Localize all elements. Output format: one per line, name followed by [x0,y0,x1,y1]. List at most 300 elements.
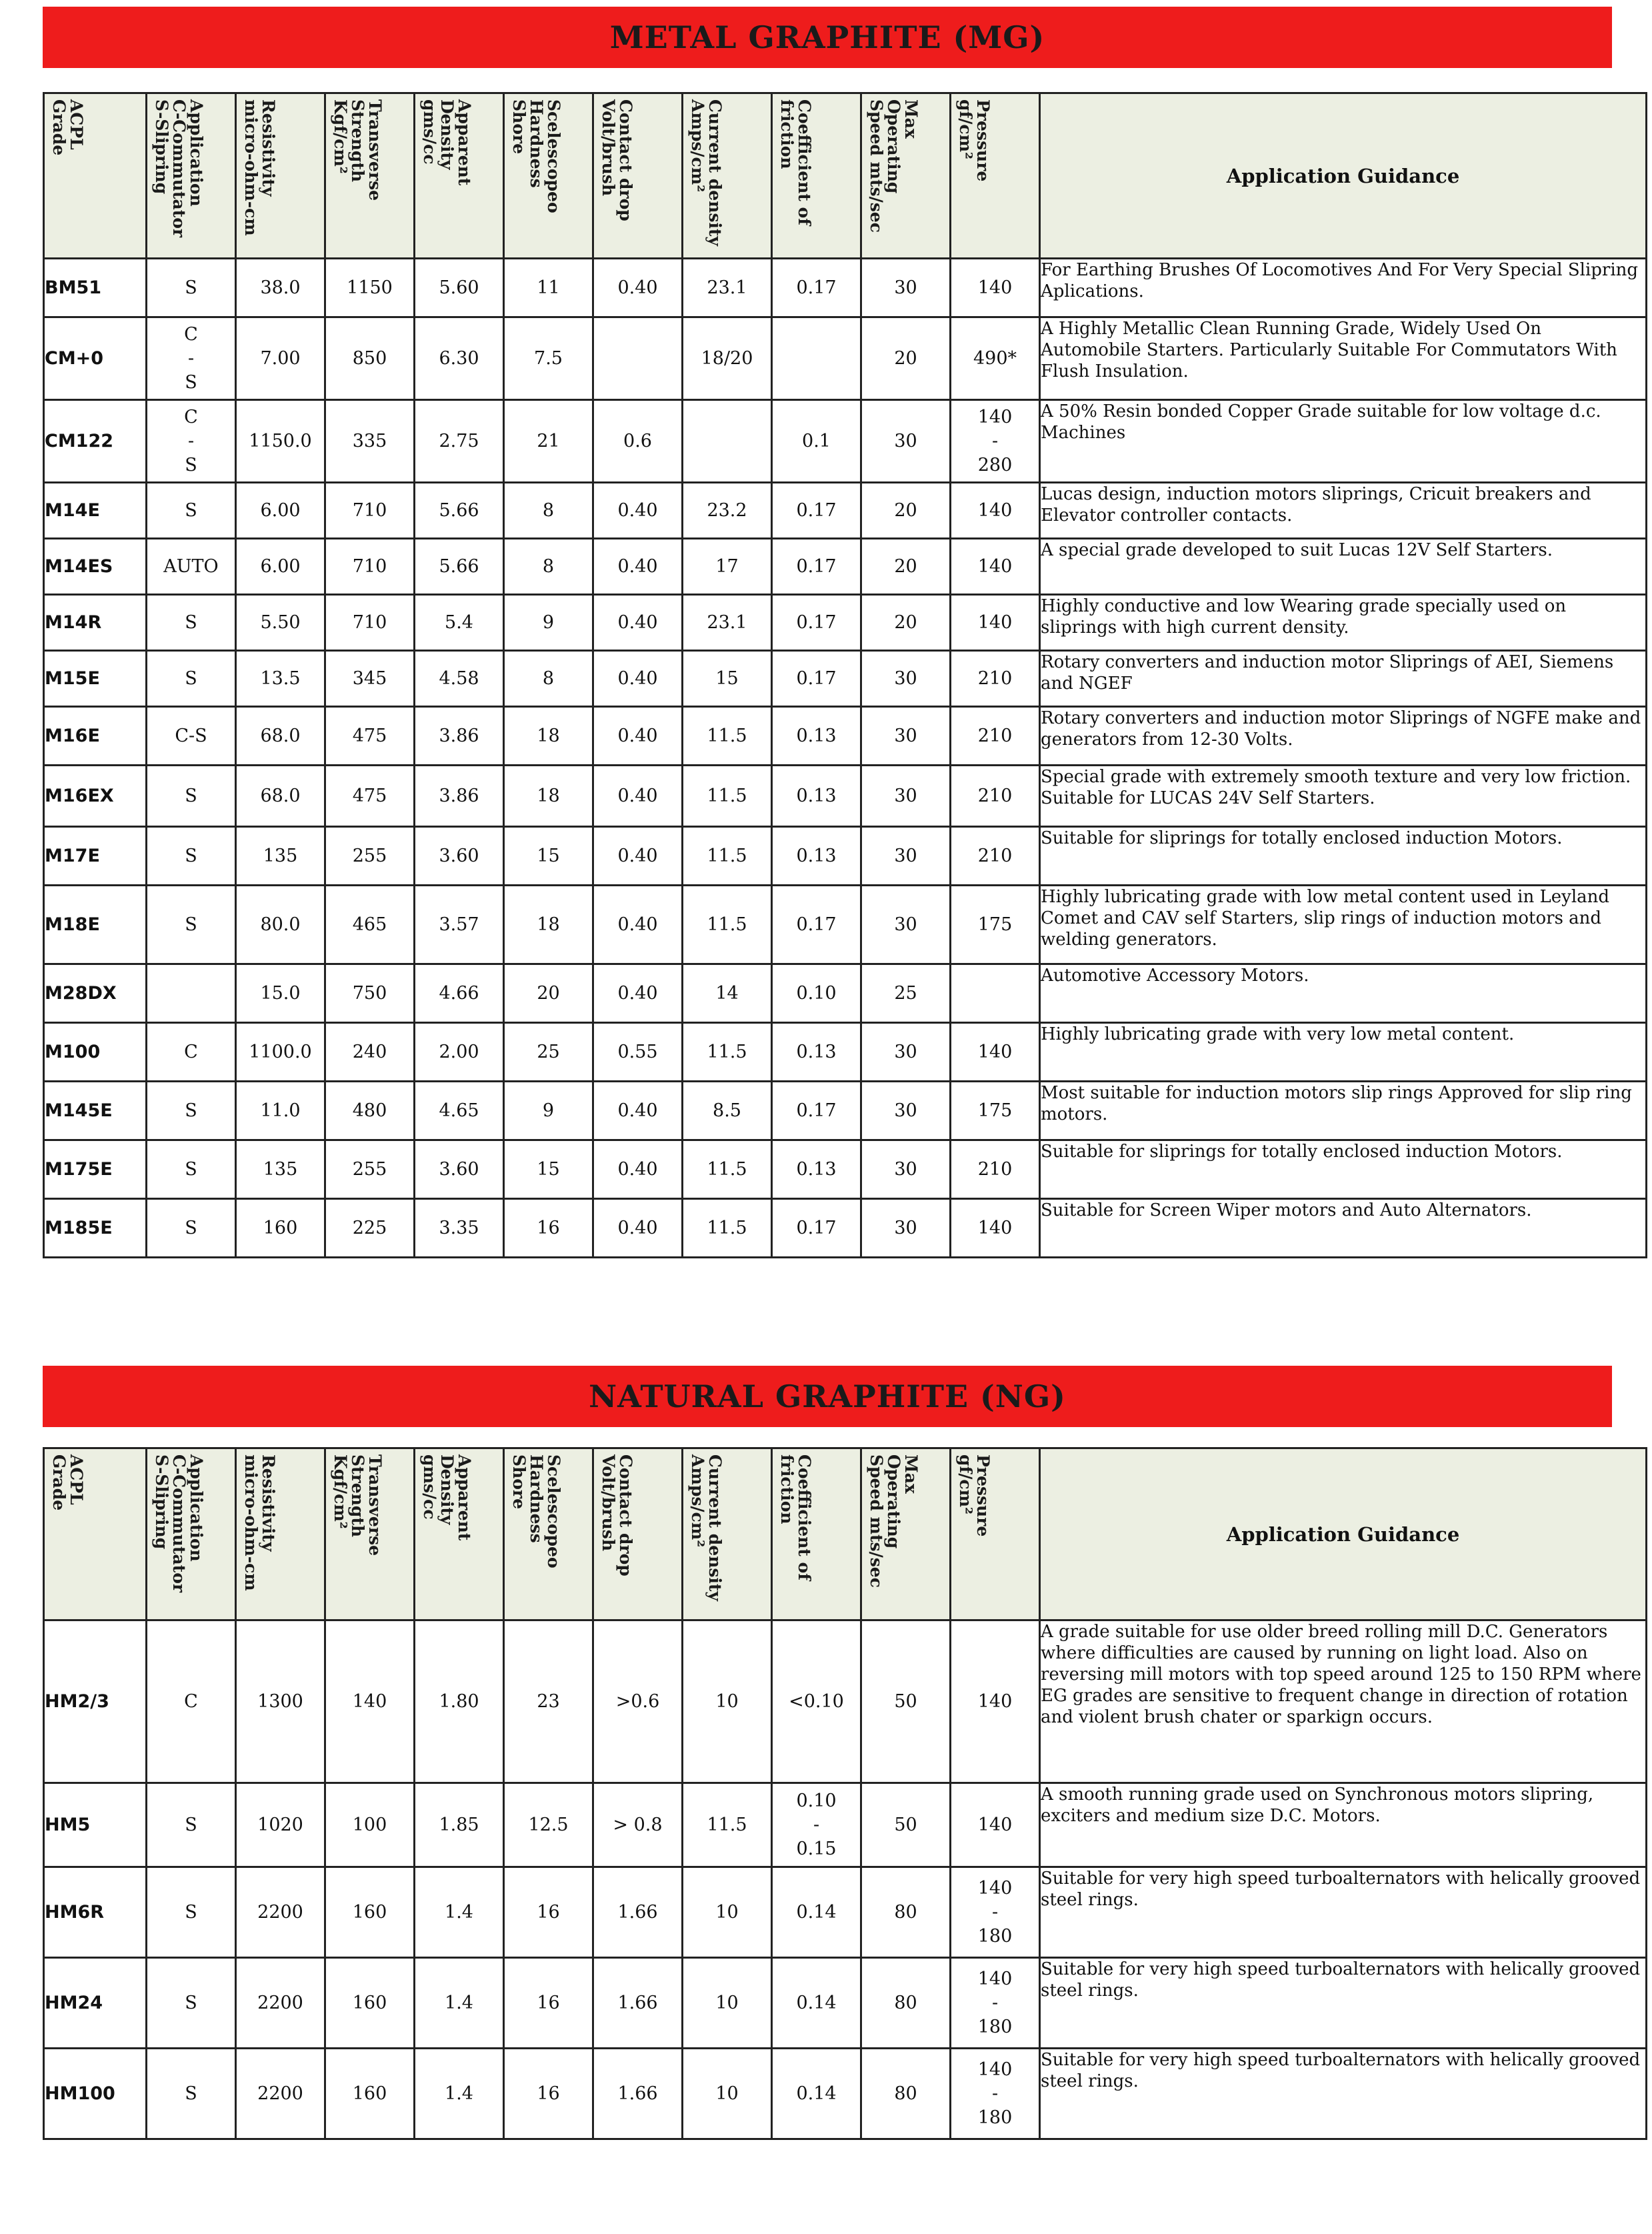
cell-friction-coefficient: 0.13 [772,827,861,886]
header-max-speed [861,1448,951,1620]
cell-contact-drop: 0.40 [593,483,683,539]
cell-resistivity: 1100.0 [236,1023,325,1082]
cell-hardness: 15 [504,827,593,886]
cell-transverse-strength: 160 [325,2049,415,2139]
cell-current-density: 23.1 [683,259,772,317]
cell-pressure: 140 - 180 [951,2049,1040,2139]
cell-friction-coefficient: 0.17 [772,1199,861,1258]
table-row [44,827,1647,886]
cell-grade: M28DX [44,964,147,1023]
cell-transverse-strength: 160 [325,1958,415,2049]
cell-application: C - S [147,400,236,483]
mg-section-title: METAL GRAPHITE (MG) [43,7,1612,68]
cell-contact-drop: 0.40 [593,766,683,827]
cell-max-speed: 50 [861,1783,951,1867]
header-contact-drop [593,93,683,259]
cell-hardness: 25 [504,1023,593,1082]
cell-resistivity: 135 [236,1140,325,1199]
cell-resistivity: 38.0 [236,259,325,317]
cell-grade: M14ES [44,539,147,595]
table-row [44,1958,1647,2049]
cell-pressure: 210 [951,651,1040,707]
cell-apparent-density: 2.00 [415,1023,504,1082]
cell-contact-drop: 0.40 [593,651,683,707]
header-label: Application C-Commutator S-Slipring [152,99,206,238]
table-row [44,1199,1647,1258]
header-hardness [504,1448,593,1620]
cell-contact-drop: 1.66 [593,1867,683,1958]
cell-resistivity: 68.0 [236,707,325,766]
table-row [44,964,1647,1023]
cell-hardness: 8 [504,483,593,539]
cell-current-density: 17 [683,539,772,595]
cell-apparent-density: 1.4 [415,1867,504,1958]
cell-current-density: 15 [683,651,772,707]
cell-application-guidance: Most suitable for induction motors slip rings Approved for slip ring motors. [1040,1082,1647,1140]
cell-pressure: 140 - 180 [951,1867,1040,1958]
cell-apparent-density: 5.66 [415,539,504,595]
cell-pressure: 140 - 280 [951,400,1040,483]
cell-application: C [147,1620,236,1783]
header-pressure [951,1448,1040,1620]
header-current-density [683,1448,772,1620]
cell-max-speed: 30 [861,766,951,827]
cell-current-density: 11.5 [683,827,772,886]
cell-transverse-strength: 335 [325,400,415,483]
table-row [44,400,1647,483]
header-label: Transverse Strength Kgf/cm² [331,1454,385,1556]
table-row [44,886,1647,964]
cell-resistivity: 13.5 [236,651,325,707]
cell-current-density: 23.1 [683,595,772,651]
cell-hardness: 16 [504,1867,593,1958]
cell-transverse-strength: 255 [325,1140,415,1199]
cell-application: S [147,651,236,707]
cell-max-speed: 80 [861,1867,951,1958]
cell-friction-coefficient: 0.17 [772,259,861,317]
cell-application: C [147,1023,236,1082]
header-pressure [951,93,1040,259]
header-label: Scelescopeo Hardness Shore [509,1454,563,1568]
cell-grade: M16E [44,707,147,766]
cell-current-density: 10 [683,1958,772,2049]
cell-grade: HM5 [44,1783,147,1867]
cell-application-guidance: For Earthing Brushes Of Locomotives And For Very Special Slipring Aplications. [1040,259,1647,317]
header-label: Contact drop Volt/brush [599,99,635,221]
cell-resistivity: 6.00 [236,539,325,595]
table-row [44,1867,1647,1958]
cell-resistivity: 5.50 [236,595,325,651]
cell-pressure: 140 [951,259,1040,317]
cell-application: S [147,1783,236,1867]
cell-contact-drop: 0.40 [593,259,683,317]
cell-max-speed: 30 [861,259,951,317]
cell-apparent-density: 1.4 [415,2049,504,2139]
cell-contact-drop: 0.40 [593,827,683,886]
cell-application-guidance: Suitable for sliprings for totally enclosed induction Motors. [1040,1140,1647,1199]
cell-grade: M18E [44,886,147,964]
cell-application-guidance: Suitable for very high speed turboalternators with helically grooved steel rings. [1040,1958,1647,2049]
cell-application: C-S [147,707,236,766]
cell-application-guidance: Suitable for Screen Wiper motors and Auto Alternators. [1040,1199,1647,1258]
cell-resistivity: 1150.0 [236,400,325,483]
cell-hardness: 7.5 [504,317,593,400]
cell-pressure: 140 [951,1783,1040,1867]
cell-max-speed: 30 [861,827,951,886]
cell-friction-coefficient: 0.17 [772,1082,861,1140]
header-label: Application C-Commutator S-Slipring [152,1454,206,1593]
header-label: Coefficient of friction [777,1454,814,1580]
cell-pressure [951,964,1040,1023]
cell-hardness: 15 [504,1140,593,1199]
cell-application: S [147,259,236,317]
cell-transverse-strength: 140 [325,1620,415,1783]
cell-transverse-strength: 480 [325,1082,415,1140]
cell-max-speed: 30 [861,400,951,483]
cell-pressure: 210 [951,1140,1040,1199]
cell-application: AUTO [147,539,236,595]
cell-grade: M17E [44,827,147,886]
cell-resistivity: 68.0 [236,766,325,827]
cell-grade: M14R [44,595,147,651]
cell-friction-coefficient: 0.13 [772,1140,861,1199]
cell-application-guidance: Suitable for very high speed turboalternators with helically grooved steel rings. [1040,1867,1647,1958]
cell-current-density: 11.5 [683,1783,772,1867]
cell-apparent-density: 1.4 [415,1958,504,2049]
cell-transverse-strength: 475 [325,707,415,766]
header-label: Current density Amps/cm² [688,99,725,246]
cell-application-guidance: A Highly Metallic Clean Running Grade, Widely Used On Automobile Starters. Particularly Suitable For Commutators With Flush Insulation. [1040,317,1647,400]
cell-grade: M145E [44,1082,147,1140]
cell-application-guidance: Special grade with extremely smooth texture and very low friction. Suitable for LUCAS 24V Self Starters. [1040,766,1647,827]
cell-application: S [147,766,236,827]
cell-current-density: 11.5 [683,1199,772,1258]
header-label: Current density Amps/cm² [688,1454,725,1601]
header-row [44,93,1647,259]
cell-contact-drop: > 0.8 [593,1783,683,1867]
cell-grade: M185E [44,1199,147,1258]
cell-application: S [147,1199,236,1258]
cell-grade: HM2/3 [44,1620,147,1783]
cell-apparent-density: 3.60 [415,827,504,886]
table-row [44,1620,1647,1783]
cell-resistivity: 2200 [236,1958,325,2049]
cell-contact-drop: 0.40 [593,595,683,651]
cell-apparent-density: 3.60 [415,1140,504,1199]
cell-pressure: 210 [951,707,1040,766]
cell-friction-coefficient: 0.14 [772,1867,861,1958]
header-label: ACPL Grade [49,99,86,156]
cell-grade: M16EX [44,766,147,827]
cell-hardness: 18 [504,707,593,766]
cell-friction-coefficient: 0.17 [772,539,861,595]
cell-resistivity: 80.0 [236,886,325,964]
cell-apparent-density: 6.30 [415,317,504,400]
cell-contact-drop: 0.40 [593,1199,683,1258]
header-application-guidance: Application Guidance [1040,1448,1647,1620]
header-label: Pressure gf/cm² [956,99,993,182]
cell-grade: CM122 [44,400,147,483]
cell-contact-drop: 0.40 [593,539,683,595]
cell-contact-drop: >0.6 [593,1620,683,1783]
cell-application-guidance: A grade suitable for use older breed rolling mill D.C. Generators where difficulties are caused by running on light load. Also on reversing mill motors with top speed around 125 to 150 RPM where EG grades are sensitive to frequent change in direction of rotation and violent brush chater or sparkign occurs. [1040,1620,1647,1783]
header-contact-drop [593,1448,683,1620]
table-row [44,707,1647,766]
cell-resistivity: 11.0 [236,1082,325,1140]
cell-transverse-strength: 710 [325,483,415,539]
cell-application: S [147,2049,236,2139]
header-friction-coefficient [772,1448,861,1620]
header-label: Apparent Density gms/cc [420,99,474,186]
cell-transverse-strength: 475 [325,766,415,827]
cell-current-density: 10 [683,1867,772,1958]
header-apparent-density [415,1448,504,1620]
cell-current-density: 8.5 [683,1082,772,1140]
cell-max-speed: 30 [861,1140,951,1199]
cell-application: C - S [147,317,236,400]
cell-hardness: 9 [504,1082,593,1140]
cell-contact-drop: 0.40 [593,964,683,1023]
cell-grade: HM24 [44,1958,147,2049]
cell-hardness: 16 [504,2049,593,2139]
cell-transverse-strength: 1150 [325,259,415,317]
header-label: Transverse Strength Kgf/cm² [331,99,385,201]
header-application [147,93,236,259]
cell-friction-coefficient: 0.13 [772,766,861,827]
cell-contact-drop: 0.40 [593,1140,683,1199]
cell-apparent-density: 2.75 [415,400,504,483]
header-label: Resistivity micro-ohm-cm [241,1454,278,1591]
cell-pressure: 210 [951,766,1040,827]
cell-transverse-strength: 100 [325,1783,415,1867]
cell-contact-drop: 0.40 [593,886,683,964]
cell-application: S [147,483,236,539]
cell-hardness: 18 [504,766,593,827]
header-grade [44,1448,147,1620]
cell-hardness: 8 [504,651,593,707]
table-row [44,766,1647,827]
cell-application-guidance: Suitable for sliprings for totally enclosed induction Motors. [1040,827,1647,886]
cell-max-speed: 80 [861,2049,951,2139]
cell-current-density: 11.5 [683,1140,772,1199]
cell-transverse-strength: 465 [325,886,415,964]
cell-friction-coefficient: 0.13 [772,707,861,766]
cell-friction-coefficient: 0.1 [772,400,861,483]
cell-grade: M100 [44,1023,147,1082]
cell-hardness: 20 [504,964,593,1023]
header-transverse-strength [325,93,415,259]
header-grade [44,93,147,259]
cell-apparent-density: 1.85 [415,1783,504,1867]
header-label: Apparent Density gms/cc [420,1454,474,1541]
cell-resistivity: 1020 [236,1783,325,1867]
cell-application-guidance: Highly conductive and low Wearing grade specially used on sliprings with high current density. [1040,595,1647,651]
cell-max-speed: 30 [861,1023,951,1082]
cell-hardness: 8 [504,539,593,595]
cell-pressure: 175 [951,1082,1040,1140]
header-label: Scelescopeo Hardness Shore [509,99,563,213]
header-label: Contact drop Volt/brush [599,1454,635,1576]
table-row [44,651,1647,707]
cell-pressure: 140 [951,1023,1040,1082]
table-row [44,539,1647,595]
cell-application-guidance: Highly lubricating grade with very low metal content. [1040,1023,1647,1082]
cell-contact-drop: 0.6 [593,400,683,483]
cell-application [147,964,236,1023]
cell-application: S [147,595,236,651]
cell-hardness: 12.5 [504,1783,593,1867]
table-row [44,1023,1647,1082]
cell-pressure: 140 [951,539,1040,595]
cell-transverse-strength: 225 [325,1199,415,1258]
header-row [44,1448,1647,1620]
cell-resistivity: 160 [236,1199,325,1258]
cell-apparent-density: 4.58 [415,651,504,707]
cell-pressure: 140 [951,1199,1040,1258]
cell-hardness: 9 [504,595,593,651]
cell-contact-drop: 0.40 [593,1082,683,1140]
cell-application-guidance: Automotive Accessory Motors. [1040,964,1647,1023]
cell-friction-coefficient: 0.10 [772,964,861,1023]
cell-grade: CM+0 [44,317,147,400]
cell-contact-drop: 1.66 [593,2049,683,2139]
cell-pressure: 140 [951,483,1040,539]
header-label: Coefficient of friction [777,99,814,225]
table-row [44,1783,1647,1867]
cell-hardness: 11 [504,259,593,317]
cell-contact-drop [593,317,683,400]
cell-application: S [147,1140,236,1199]
cell-apparent-density: 3.57 [415,886,504,964]
cell-pressure: 140 [951,1620,1040,1783]
cell-resistivity: 7.00 [236,317,325,400]
cell-friction-coefficient: 0.10 - 0.15 [772,1783,861,1867]
cell-grade: M15E [44,651,147,707]
cell-application: S [147,1958,236,2049]
cell-apparent-density: 5.4 [415,595,504,651]
cell-apparent-density: 3.86 [415,707,504,766]
cell-transverse-strength: 710 [325,539,415,595]
cell-current-density: 10 [683,2049,772,2139]
cell-max-speed: 30 [861,707,951,766]
cell-application: S [147,827,236,886]
cell-hardness: 18 [504,886,593,964]
cell-application-guidance: A 50% Resin bonded Copper Grade suitable for low voltage d.c. Machines [1040,400,1647,483]
cell-max-speed: 30 [861,651,951,707]
cell-max-speed: 80 [861,1958,951,2049]
cell-application: S [147,1082,236,1140]
header-transverse-strength [325,1448,415,1620]
cell-grade: BM51 [44,259,147,317]
header-label: ACPL Grade [49,1454,86,1511]
table-row [44,1082,1647,1140]
cell-max-speed: 20 [861,539,951,595]
header-max-speed [861,93,951,259]
cell-friction-coefficient: 0.17 [772,595,861,651]
header-friction-coefficient [772,93,861,259]
metal-graphite-table [43,92,1647,1258]
cell-pressure: 140 - 180 [951,1958,1040,2049]
header-label: Resistivity micro-ohm-cm [241,99,278,236]
cell-apparent-density: 3.35 [415,1199,504,1258]
cell-hardness: 16 [504,1199,593,1258]
cell-apparent-density: 3.86 [415,766,504,827]
cell-pressure: 140 [951,595,1040,651]
header-label: Pressure gf/cm² [956,1454,993,1537]
cell-grade: HM6R [44,1867,147,1958]
cell-hardness: 21 [504,400,593,483]
cell-contact-drop: 1.66 [593,1958,683,2049]
cell-max-speed: 30 [861,886,951,964]
cell-application-guidance: Suitable for very high speed turboalternators with helically grooved steel rings. [1040,2049,1647,2139]
header-resistivity [236,1448,325,1620]
cell-current-density: 23.2 [683,483,772,539]
cell-application-guidance: Rotary converters and induction motor Sliprings of NGFE make and generators from 12-30 Volts. [1040,707,1647,766]
header-label: Max Operating Speed mts/sec [867,99,921,233]
cell-friction-coefficient: 0.13 [772,1023,861,1082]
cell-friction-coefficient [772,317,861,400]
cell-hardness: 16 [504,1958,593,2049]
cell-max-speed: 50 [861,1620,951,1783]
header-resistivity [236,93,325,259]
natural-graphite-table [43,1447,1647,2140]
cell-application: S [147,886,236,964]
ng-section-title: NATURAL GRAPHITE (NG) [43,1366,1612,1427]
table-row [44,259,1647,317]
cell-max-speed: 30 [861,1082,951,1140]
cell-friction-coefficient: 0.17 [772,651,861,707]
header-application [147,1448,236,1620]
cell-current-density: 11.5 [683,1023,772,1082]
cell-max-speed: 20 [861,483,951,539]
cell-friction-coefficient: <0.10 [772,1620,861,1783]
header-current-density [683,93,772,259]
cell-grade: M175E [44,1140,147,1199]
cell-current-density: 18/20 [683,317,772,400]
table-row [44,595,1647,651]
cell-application-guidance: A special grade developed to suit Lucas 12V Self Starters. [1040,539,1647,595]
table-row [44,1140,1647,1199]
cell-hardness: 23 [504,1620,593,1783]
cell-current-density: 10 [683,1620,772,1783]
cell-transverse-strength: 750 [325,964,415,1023]
cell-apparent-density: 4.66 [415,964,504,1023]
cell-application: S [147,1867,236,1958]
table-row [44,2049,1647,2139]
table-row [44,317,1647,400]
cell-friction-coefficient: 0.17 [772,886,861,964]
header-hardness [504,93,593,259]
cell-resistivity: 1300 [236,1620,325,1783]
cell-resistivity: 135 [236,827,325,886]
cell-friction-coefficient: 0.17 [772,483,861,539]
cell-resistivity: 6.00 [236,483,325,539]
cell-current-density [683,400,772,483]
cell-transverse-strength: 255 [325,827,415,886]
cell-current-density: 11.5 [683,766,772,827]
cell-resistivity: 15.0 [236,964,325,1023]
cell-contact-drop: 0.40 [593,707,683,766]
cell-pressure: 175 [951,886,1040,964]
table-row [44,483,1647,539]
cell-apparent-density: 1.80 [415,1620,504,1783]
cell-max-speed: 20 [861,317,951,400]
cell-transverse-strength: 160 [325,1867,415,1958]
cell-application-guidance: Highly lubricating grade with low metal content used in Leyland Comet and CAV self Starters, slip rings of induction motors and welding generators. [1040,886,1647,964]
header-label: Max Operating Speed mts/sec [867,1454,921,1588]
cell-transverse-strength: 850 [325,317,415,400]
cell-application-guidance: Rotary converters and induction motor Sliprings of AEI, Siemens and NGEF [1040,651,1647,707]
